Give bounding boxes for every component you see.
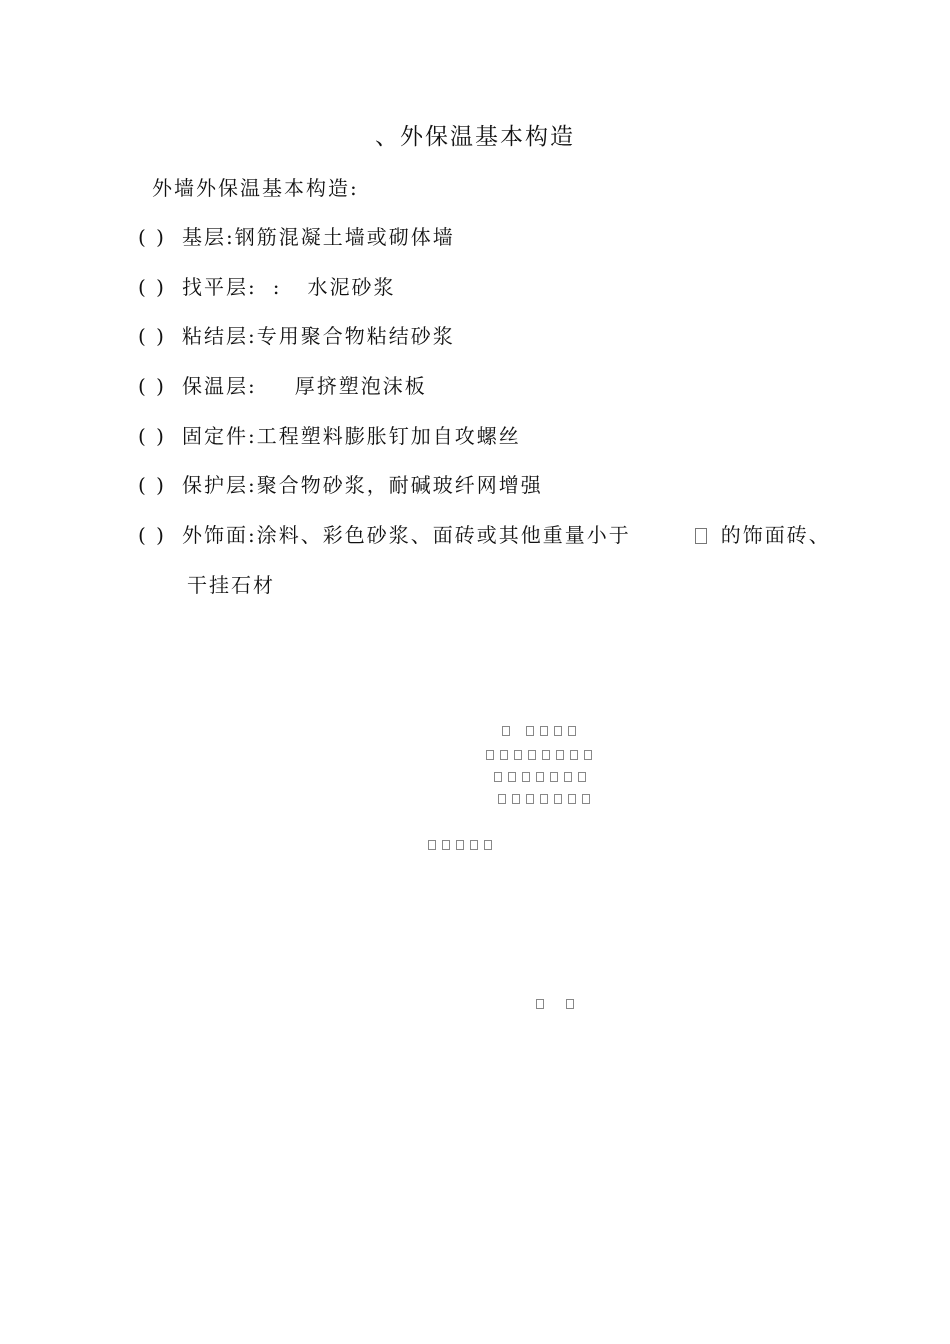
- list-item-leveling: [138, 271, 396, 300]
- item-text: 聚合物砂浆，耐碱玻纤网增强: [256, 473, 543, 497]
- item-number: ( ): [138, 275, 166, 299]
- intro-line: 外墙外保温基本构造:: [152, 176, 359, 200]
- item-number: ( ): [138, 225, 166, 249]
- diagram-glyph-row: [486, 750, 598, 762]
- item-number: ( ): [138, 424, 166, 448]
- item-number: ( ): [138, 374, 166, 398]
- item-text: 厚挤塑泡沫板: [294, 374, 427, 398]
- item-number: ( ): [138, 523, 166, 547]
- missing-glyph-icon: [695, 528, 707, 544]
- item-text: 涂料、彩色砂浆、面砖或其他重量小于: [256, 523, 631, 547]
- item-number: ( ): [138, 473, 166, 497]
- page-title: 、外保温基本构造: [375, 124, 575, 150]
- list-item-fastener: [138, 420, 521, 449]
- item-label: 外饰面:: [182, 523, 257, 547]
- item-separator: :: [272, 275, 282, 299]
- item-label: 粘结层:: [182, 324, 257, 348]
- item-label: 保温层:: [182, 374, 257, 398]
- list-item-protection: [138, 469, 543, 498]
- item-text: 专用聚合物粘结砂浆: [256, 324, 455, 348]
- item-text: 钢筋混凝土墙或砌体墙: [234, 225, 455, 249]
- diagram-glyph-row: [502, 726, 582, 738]
- item-text: 水泥砂浆: [307, 275, 396, 299]
- diagram-glyph-row: [536, 999, 580, 1011]
- list-item-finish: [138, 519, 831, 548]
- item-text: 工程塑料膨胀钉加自攻螺丝: [256, 424, 521, 448]
- list-item-insulation: [138, 370, 427, 399]
- diagram-glyph-row: [494, 772, 592, 784]
- diagram-glyph-row: [428, 840, 498, 852]
- item-number: ( ): [138, 324, 166, 348]
- list-item-base: [138, 221, 455, 250]
- item-continuation: 干挂石材: [187, 573, 275, 597]
- item-label: 找平层:: [182, 275, 257, 299]
- item-label: 固定件:: [182, 424, 257, 448]
- diagram-glyph-row: [498, 794, 596, 806]
- list-item-bonding: [138, 320, 455, 349]
- item-label: 基层:: [182, 225, 235, 249]
- item-label: 保护层:: [182, 473, 257, 497]
- item-text-after: 的饰面砖、: [720, 523, 831, 547]
